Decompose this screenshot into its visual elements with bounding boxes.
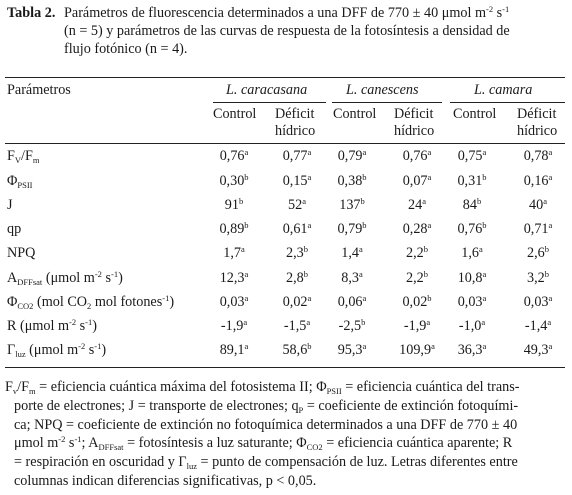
cell-value: 2,8 xyxy=(286,270,304,286)
table-cell xyxy=(387,221,447,238)
table-bottom-rule xyxy=(5,367,565,368)
table-cell xyxy=(322,270,382,287)
table-cell xyxy=(322,173,382,190)
table-cell xyxy=(322,221,382,238)
table-cell xyxy=(508,294,568,311)
significance-letter: a xyxy=(548,220,553,230)
cell-value: 8,3 xyxy=(341,270,359,286)
cell-value: 52 xyxy=(288,197,303,213)
cell-value: 0,28 xyxy=(402,221,428,237)
significance-letter: a xyxy=(431,341,435,351)
table-cell xyxy=(204,342,264,359)
significance-letter: b xyxy=(244,172,249,182)
significance-letter: a xyxy=(482,341,487,351)
row-label-adffsat: $A_{DFFsat}$ (μmol $m^{-2}$ $s^{-1}$) xyxy=(7,269,123,287)
cell-value: 0,02 xyxy=(282,294,308,310)
cell-value: 0,77 xyxy=(282,148,308,164)
species-rule-2 xyxy=(332,102,442,103)
significance-letter: a xyxy=(358,269,363,279)
row-label-r: R (μmol $m^{-2}$ $s^{-1}$) xyxy=(7,317,97,334)
significance-letter: a xyxy=(243,317,248,327)
significance-letter: a xyxy=(306,317,311,327)
significance-letter: a xyxy=(244,341,249,351)
table-cell xyxy=(387,270,447,287)
significance-letter: a xyxy=(427,147,432,157)
significance-letter: b xyxy=(427,293,432,303)
cell-value: 0,75 xyxy=(457,148,483,164)
table-cell xyxy=(387,245,447,262)
significance-letter: a xyxy=(427,172,432,182)
cell-value: 12,3 xyxy=(219,270,245,286)
significance-letter: b xyxy=(303,244,308,254)
cell-value: 58,6 xyxy=(282,342,308,358)
row-label-fvfm: $F_V/F_m$ xyxy=(7,148,40,165)
table-cell xyxy=(508,173,568,190)
table-cell xyxy=(267,173,327,190)
cell-value: 0,16 xyxy=(523,173,549,189)
cell-value: 1,4 xyxy=(341,245,359,261)
significance-letter: b xyxy=(544,244,549,254)
significance-letter: a xyxy=(478,244,483,254)
table-cell xyxy=(322,318,382,335)
significance-letter: b xyxy=(362,220,367,230)
table-cell xyxy=(204,197,264,214)
significance-letter: a xyxy=(548,172,553,182)
significance-letter: b xyxy=(423,269,428,279)
row-label-gamma: $\Gamma_{luz}$ (μmol $m^{-2}$ $s^{-1}$) xyxy=(7,341,107,359)
cell-value: 91 xyxy=(224,197,239,213)
cell-value: 3,2 xyxy=(527,270,545,286)
cell-value: 10,8 xyxy=(457,270,483,286)
header-bottom-rule xyxy=(5,143,565,144)
table-cell xyxy=(442,342,502,359)
footnote-line-1: $F_v/F_m$ = eficiencia cuántica máxima del fotosistema II; $\Phi_{PSII}$ = eficiencia cuántica del trans- xyxy=(5,379,520,396)
cell-value: 0,06 xyxy=(337,294,363,310)
significance-letter: a xyxy=(482,147,487,157)
cell-value: 0,76 xyxy=(457,221,483,237)
cell-value: -1,9 xyxy=(403,318,427,334)
cell-value: 0,38 xyxy=(337,173,363,189)
significance-letter: b xyxy=(423,244,428,254)
significance-letter: b xyxy=(482,220,487,230)
cell-value: 0,78 xyxy=(523,148,549,164)
cell-value: 2,3 xyxy=(286,245,304,261)
species-header-3: L. camara xyxy=(474,82,533,98)
cell-value: -1,9 xyxy=(220,318,244,334)
cell-value: 0,31 xyxy=(457,173,483,189)
cell-value: 0,79 xyxy=(337,221,363,237)
significance-letter: a xyxy=(482,269,487,279)
cell-value: 95,3 xyxy=(337,342,363,358)
cell-value: 1,7 xyxy=(223,245,241,261)
table-cell xyxy=(267,221,327,238)
cell-value: 0,76 xyxy=(402,148,428,164)
table-cell xyxy=(322,294,382,311)
table-cell xyxy=(508,318,568,335)
cell-value: 89,1 xyxy=(219,342,245,358)
table-cell xyxy=(267,148,327,165)
cell-value: 0,71 xyxy=(523,221,549,237)
table-cell xyxy=(442,294,502,311)
table-cell xyxy=(322,342,382,359)
footnote-line-4: μmol $m^{-2}$ $s^{-1}$; $A_{DFFsat}$ = fotosíntesis a luz saturante; $\Phi_{CO2}$ = eficiencia cuántica aparente; R xyxy=(14,434,513,453)
significance-letter: a xyxy=(307,220,312,230)
table-cell xyxy=(442,197,502,214)
significance-letter: a xyxy=(302,196,306,206)
footnote-line-2: porte de electrones; J = transporte de electrones; $q_P$ = coeficiente de extinción fotoquími- xyxy=(14,397,519,415)
table-cell xyxy=(204,245,264,262)
significance-letter: b xyxy=(360,196,365,206)
cell-value: 0,02 xyxy=(402,294,428,310)
table-top-rule xyxy=(5,77,565,78)
significance-letter: a xyxy=(358,244,363,254)
table-cell xyxy=(267,342,327,359)
table-cell xyxy=(387,342,447,359)
table-cell xyxy=(267,294,327,311)
cell-value: 0,76 xyxy=(219,148,245,164)
significance-letter: a xyxy=(548,293,553,303)
table-cell xyxy=(387,148,447,165)
table-cell xyxy=(508,148,568,165)
table-cell xyxy=(508,221,568,238)
significance-letter: a xyxy=(362,341,367,351)
cell-value: 2,2 xyxy=(406,245,424,261)
significance-letter: a xyxy=(481,317,486,327)
significance-letter: a xyxy=(307,147,312,157)
cell-value: 36,3 xyxy=(457,342,483,358)
table-cell xyxy=(267,318,327,335)
cell-value: 84 xyxy=(462,197,477,213)
param-header: Parámetros xyxy=(7,82,71,98)
cell-value: -1,0 xyxy=(458,318,482,334)
significance-letter: a xyxy=(482,293,487,303)
cell-value: 0,03 xyxy=(523,294,549,310)
species-header-1: L. caracasana xyxy=(226,82,308,98)
table-cell xyxy=(204,294,264,311)
footnote-line-6: columnas indican diferencias significativas, p < 0,05. xyxy=(14,472,317,489)
table-cell xyxy=(442,318,502,335)
table-cell xyxy=(204,221,264,238)
cell-value: 0,03 xyxy=(457,294,483,310)
caption-line-2: (n = 5) y parámetros de las curvas de respuesta de la fotosíntesis a densidad de xyxy=(64,23,510,39)
table-cell xyxy=(267,245,327,262)
table-cell xyxy=(267,270,327,287)
cell-value: 0,61 xyxy=(282,221,308,237)
significance-letter: a xyxy=(307,293,312,303)
species-rule-1 xyxy=(213,102,326,103)
cell-value: 2,6 xyxy=(527,245,545,261)
table-cell xyxy=(442,270,502,287)
table-cell xyxy=(322,197,382,214)
cell-value: 137 xyxy=(339,197,361,213)
significance-letter: b xyxy=(544,269,549,279)
significance-letter: a xyxy=(362,147,367,157)
table-cell xyxy=(387,318,447,335)
table-cell xyxy=(442,148,502,165)
table-cell xyxy=(204,148,264,165)
significance-letter: a xyxy=(307,172,312,182)
caption-text xyxy=(64,4,564,58)
table-label: Tabla 2. xyxy=(7,5,56,21)
significance-letter: b xyxy=(244,220,249,230)
table-cell xyxy=(508,342,568,359)
table-cell xyxy=(204,270,264,287)
table-cell xyxy=(508,245,568,262)
row-label-phipsii: $\Phi_{PSII}$ xyxy=(7,173,33,190)
col-header-control: Control xyxy=(333,106,377,122)
cell-value: 109,9 xyxy=(399,342,432,358)
col-header-deficit: Déficit hídrico xyxy=(394,106,435,139)
significance-letter: a xyxy=(244,147,249,157)
footnote-line-3: ca; NPQ = coeficiente de extinción no fotoquímica determinados a una DFF de 770 ± 40 xyxy=(14,416,518,433)
table-cell xyxy=(442,173,502,190)
cell-value: 0,15 xyxy=(282,173,308,189)
table-cell xyxy=(442,221,502,238)
cell-value: -1,5 xyxy=(283,318,307,334)
caption-line-1: Parámetros de fluorescencia determinados a una DFF de 770 ± 40 μmol $m^{-2}$ $s^{-1}$ xyxy=(64,4,510,21)
table-cell xyxy=(267,197,327,214)
cell-value: 1,6 xyxy=(461,245,479,261)
significance-letter: b xyxy=(303,269,308,279)
row-label-npq: NPQ xyxy=(7,245,36,261)
significance-letter: a xyxy=(548,341,553,351)
caption-line-3: flujo fotónico (n = 4). xyxy=(64,41,188,57)
significance-letter: b xyxy=(482,172,487,182)
significance-letter: b xyxy=(238,196,244,206)
significance-letter: a xyxy=(543,196,547,206)
cell-value: 0,03 xyxy=(219,294,245,310)
cell-value: -2,5 xyxy=(338,318,362,334)
table-cell xyxy=(442,245,502,262)
significance-letter: a xyxy=(362,293,367,303)
cell-value: 0,30 xyxy=(219,173,245,189)
col-header-control: Control xyxy=(213,106,257,122)
table-cell xyxy=(508,197,568,214)
cell-value: 2,2 xyxy=(406,270,424,286)
cell-value: 24 xyxy=(408,197,423,213)
significance-letter: a xyxy=(244,269,249,279)
cell-value: 40 xyxy=(529,197,544,213)
species-header-2: L. canescens xyxy=(346,82,419,98)
significance-letter: b xyxy=(361,317,366,327)
significance-letter: a xyxy=(240,244,245,254)
table-cell xyxy=(322,245,382,262)
table-cell xyxy=(508,270,568,287)
table-cell xyxy=(322,148,382,165)
table-caption xyxy=(7,4,563,57)
table-cell xyxy=(204,318,264,335)
cell-value: 0,89 xyxy=(219,221,245,237)
footnote-line-5: = respiración en oscuridad y $\Gamma_{luz}$ = punto de compensación de luz. Letras diferentes entre xyxy=(14,454,518,472)
cell-value: 49,3 xyxy=(523,342,549,358)
table-cell xyxy=(387,197,447,214)
col-header-control: Control xyxy=(453,106,497,122)
significance-letter: a xyxy=(426,317,431,327)
row-label-j: J xyxy=(7,197,13,213)
significance-letter: b xyxy=(362,172,367,182)
significance-letter: a xyxy=(548,147,553,157)
significance-letter: a xyxy=(547,317,552,327)
cell-value: -1,4 xyxy=(524,318,548,334)
table-footnote xyxy=(5,378,567,491)
table-cell xyxy=(204,173,264,190)
col-header-deficit: Déficit hídrico xyxy=(517,106,558,139)
significance-letter: a xyxy=(427,220,432,230)
cell-value: 0,07 xyxy=(402,173,428,189)
significance-letter: a xyxy=(422,196,426,206)
table-cell xyxy=(387,294,447,311)
col-header-deficit: Déficit hídrico xyxy=(275,106,316,139)
table-cell xyxy=(387,173,447,190)
significance-letter: b xyxy=(307,341,312,351)
row-label-phico2: $\Phi_{CO2}$ (mol $CO_2$ mol fotones$^{-1}$) xyxy=(7,293,175,311)
cell-value: 0,79 xyxy=(337,148,363,164)
row-label-qp: qp xyxy=(7,221,22,237)
significance-letter: b xyxy=(476,196,482,206)
significance-letter: a xyxy=(244,293,249,303)
species-rule-3 xyxy=(450,102,565,103)
